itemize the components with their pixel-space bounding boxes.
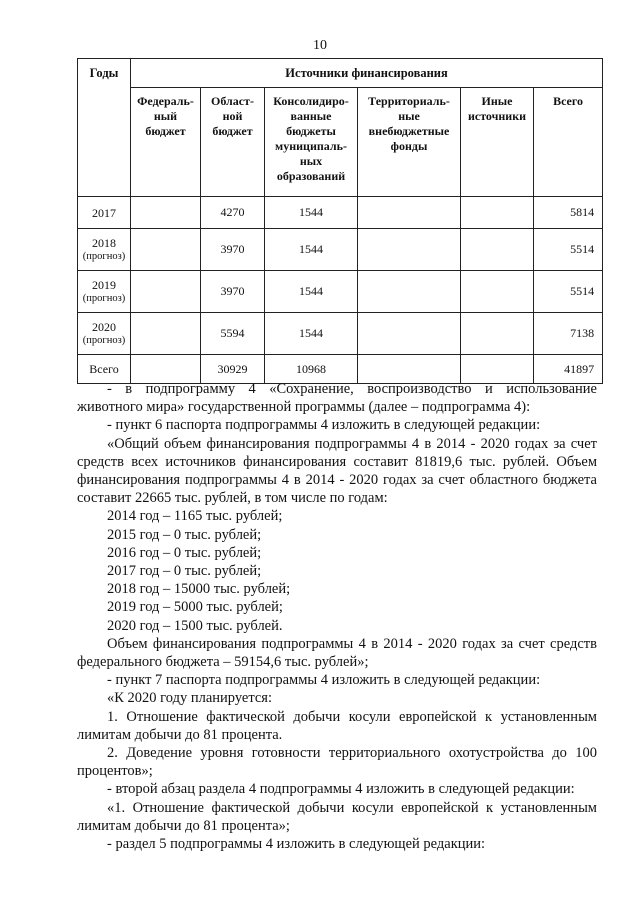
col-total-header: Всего bbox=[534, 88, 603, 197]
municipal-cell: 1544 bbox=[265, 271, 358, 313]
year-label: 2019 bbox=[92, 277, 116, 292]
col-territorial-header: Территориаль- ные внебюджетные фонды bbox=[358, 88, 461, 197]
financing-table bbox=[77, 58, 603, 384]
year-label: 2020 bbox=[92, 319, 116, 334]
paragraph: 1. Отношение фактической добычи косули европейской к установленным лимитам добычи до 81 процента. bbox=[77, 708, 597, 743]
year-label: 2018 bbox=[92, 235, 116, 250]
year-cell bbox=[78, 197, 131, 229]
col-federal-header: Федераль- ный бюджет bbox=[131, 88, 201, 197]
page-number: 10 bbox=[313, 38, 327, 53]
federal-cell bbox=[131, 229, 201, 271]
territorial-cell bbox=[358, 229, 461, 271]
year-cell bbox=[78, 271, 131, 313]
year-line: 2015 год – 0 тыс. рублей; bbox=[107, 526, 262, 543]
year-line: 2019 год – 5000 тыс. рублей; bbox=[107, 599, 283, 616]
col-municipal-header: Консолидиро- ванные бюджеты муниципаль- ных образований bbox=[265, 88, 358, 197]
year-cell bbox=[78, 313, 131, 355]
regional-cell: 4270 bbox=[201, 197, 265, 229]
other-cell bbox=[461, 197, 534, 229]
table-row bbox=[78, 271, 603, 313]
table-header-row bbox=[78, 59, 603, 88]
col-regional-header: Област- ной бюджет bbox=[201, 88, 265, 197]
col-years-header: Годы bbox=[78, 59, 131, 197]
year-label: Всего bbox=[89, 362, 119, 376]
table-row bbox=[78, 229, 603, 271]
table-row bbox=[78, 313, 603, 355]
territorial-cell bbox=[358, 197, 461, 229]
year-line: 2014 год – 1165 тыс. рублей; bbox=[107, 508, 283, 525]
total-cell: 5814 bbox=[534, 197, 603, 229]
year-label: 2017 bbox=[92, 205, 116, 220]
paragraph: «К 2020 году планируется: bbox=[107, 690, 272, 707]
paragraph: - раздел 5 подпрограммы 4 изложить в следующей редакции: bbox=[107, 836, 486, 853]
other-cell bbox=[461, 313, 534, 355]
territorial-cell bbox=[358, 313, 461, 355]
municipal-cell: 1544 bbox=[265, 229, 358, 271]
municipal-cell: 1544 bbox=[265, 313, 358, 355]
paragraph: - второй абзац раздела 4 подпрограммы 4 изложить в следующей редакции: bbox=[107, 781, 575, 798]
municipal-cell: 10968 bbox=[265, 355, 358, 384]
total-cell: 41897 bbox=[534, 355, 603, 384]
regional-cell: 5594 bbox=[201, 313, 265, 355]
total-cell: 7138 bbox=[534, 313, 603, 355]
total-cell: 5514 bbox=[534, 229, 603, 271]
paragraph: - в подпрограмму 4 «Сохранение, воспроизводство и использование животного мира» государственной программы (далее – подпрограмма 4): bbox=[77, 381, 597, 416]
territorial-cell bbox=[358, 271, 461, 313]
forecast-label: (прогноз) bbox=[82, 250, 126, 262]
forecast-label: (прогноз) bbox=[82, 292, 126, 304]
federal-cell bbox=[131, 313, 201, 355]
sources-group-header: Источники финансирования bbox=[131, 59, 603, 88]
regional-cell: 3970 bbox=[201, 229, 265, 271]
table-subheader-row bbox=[78, 88, 603, 197]
table-row bbox=[78, 197, 603, 229]
federal-cell bbox=[131, 197, 201, 229]
other-cell bbox=[461, 229, 534, 271]
year-cell bbox=[78, 229, 131, 271]
forecast-label: (прогноз) bbox=[82, 334, 126, 346]
body-text bbox=[77, 380, 597, 853]
paragraph: - пункт 6 паспорта подпрограммы 4 изложить в следующей редакции: bbox=[107, 417, 541, 434]
federal-cell bbox=[131, 271, 201, 313]
col-other-header: Иные источники bbox=[461, 88, 534, 197]
other-cell bbox=[461, 271, 534, 313]
paragraph: «Общий объем финансирования подпрограммы 4 в 2014 - 2020 годах за счет средств всех источников финансирования составит 81819,6 тыс. рублей. Объем финансирования подпрограммы 4 в 2014 - 2020 годах за счет областного бюджета составит 22665 тыс. рублей, в том числе по годам: bbox=[77, 435, 597, 507]
paragraph: - пункт 7 паспорта подпрограммы 4 изложить в следующей редакции: bbox=[107, 672, 541, 689]
year-line: 2018 год – 15000 тыс. рублей; bbox=[107, 581, 291, 598]
regional-cell: 3970 bbox=[201, 271, 265, 313]
year-line: 2016 год – 0 тыс. рублей; bbox=[107, 544, 262, 561]
total-cell: 5514 bbox=[534, 271, 603, 313]
year-line: 2020 год – 1500 тыс. рублей. bbox=[107, 617, 283, 634]
municipal-cell: 1544 bbox=[265, 197, 358, 229]
year-line: 2017 год – 0 тыс. рублей; bbox=[107, 563, 262, 580]
paragraph: 2. Доведение уровня готовности территориального охотустройства до 100 процентов»; bbox=[77, 745, 597, 780]
paragraph: Объем финансирования подпрограммы 4 в 2014 - 2020 годах за счет средств федерального бюджета – 59154,6 тыс. рублей»; bbox=[77, 635, 597, 671]
regional-cell: 30929 bbox=[201, 355, 265, 384]
paragraph: «1. Отношение фактической добычи косули европейской к установленным лимитам добычи до 81 процента»; bbox=[77, 799, 597, 834]
